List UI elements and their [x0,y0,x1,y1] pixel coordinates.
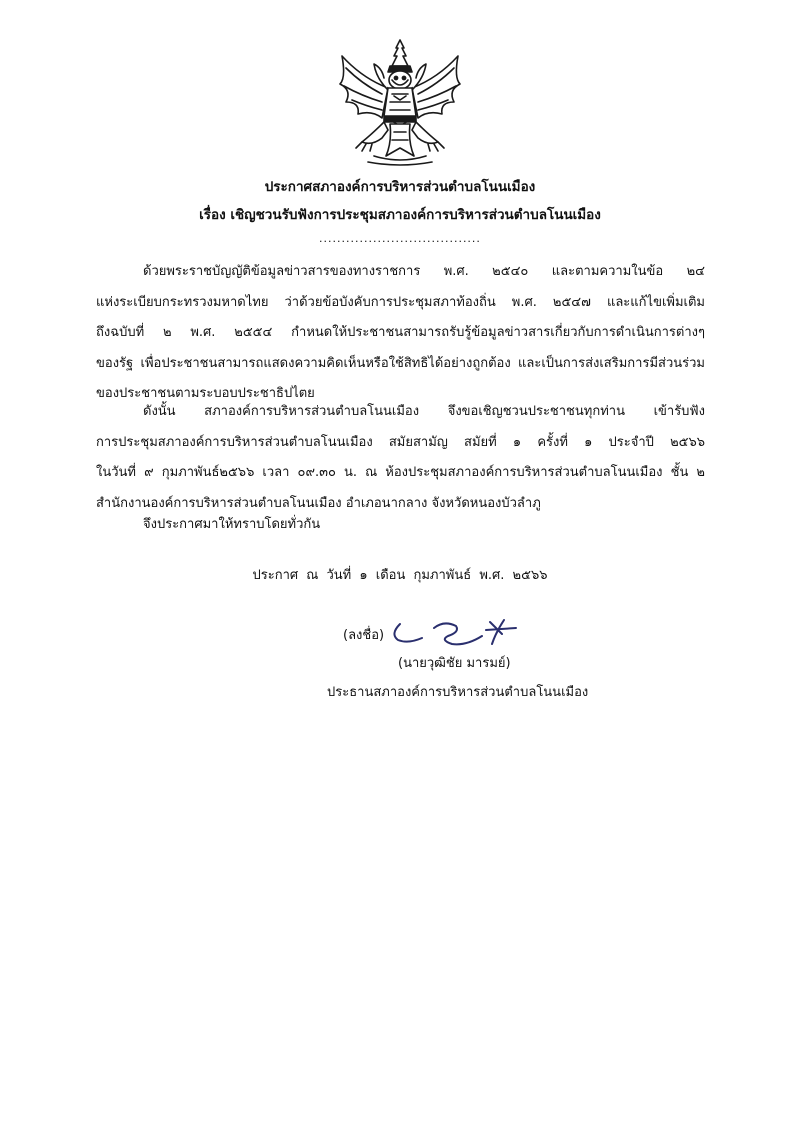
garuda-emblem-icon [332,38,468,168]
paragraph-line: ถึงฉบับที่ ๒ พ.ศ. ๒๕๕๔ กำหนดให้ประชาชนสามารถรับรู้ข้อมูลข่าวสารเกี่ยวกับการดำเนินการต่างๆ [96,325,705,340]
announcement-title: ประกาศสภาองค์การบริหารส่วนตำบลโนนเมือง [264,179,536,195]
announcement-date: ประกาศ ณ วันที่ ๑ เดือน กุมภาพันธ์ พ.ศ. ๒๕๖๖ [252,568,548,583]
signer-name: (นายวุฒิชัย มารมย์) [398,656,511,671]
signer-position: ประธานสภาองค์การบริหารส่วนตำบลโนนเมือง [327,685,589,700]
paragraph-line: ของรัฐ เพื่อประชาชนสามารถแสดงความคิดเห็นหรือใช้สิทธิได้อย่างถูกต้อง และเป็นการส่งเสริมการมีส่วนร่วม [96,355,705,371]
title-separator: .................................... [319,232,481,245]
paragraph-line: ด้วยพระราชบัญญัติข้อมูลข่าวสารของทางราชการ พ.ศ. ๒๕๔๐ และตามความในข้อ ๒๔ [143,264,705,279]
paragraph-invitation [96,397,705,519]
closing-statement: จึงประกาศมาให้ทราบโดยทั่วกัน [143,517,321,532]
paragraph-line: แห่งระเบียบกระทรวงมหาดไทย ว่าด้วยข้อบังคับการประชุมสภาท้องถิ่น พ.ศ. ๒๕๔๗ และแก้ไขเพิ่มเติม [96,294,705,310]
paragraph-line: ของประชาชนตามระบอบประชาธิปไตย [96,386,315,401]
announcement-subject: เรื่อง เชิญชวนรับฟังการประชุมสภาองค์การบริหารส่วนตำบลโนนเมือง [199,207,601,223]
paragraph-line: ในวันที่ ๙ กุมภาพันธ์๒๕๖๖ เวลา ๐๙.๓๐ น. ณ ห้องประชุมสภาองค์การบริหารส่วนตำบลโนนเมือง ชั้น ๒ [96,465,705,480]
signature-label: (ลงชื่อ) [343,628,385,643]
paragraph-intro [96,257,705,410]
paragraph-line: การประชุมสภาองค์การบริหารส่วนตำบลโนนเมือง สมัยสามัญ สมัยที่ ๑ ครั้งที่ ๑ ประจำปี ๒๕๖๖ [96,434,705,450]
paragraph-line: สำนักงานองค์การบริหารส่วนตำบลโนนเมือง อำเภอนากลาง จังหวัดหนองบัวลำภู [96,495,541,511]
handwritten-signature [386,614,536,650]
paragraph-line: ดังนั้น สภาองค์การบริหารส่วนตำบลโนนเมือง จึงขอเชิญชวนประชาชนทุกท่าน เข้ารับฟัง [143,404,705,419]
